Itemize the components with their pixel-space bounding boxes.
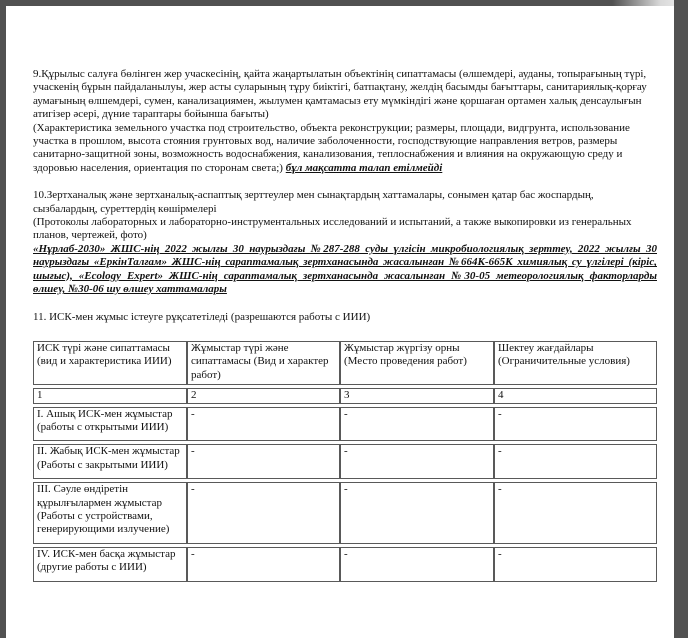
table-cell: - (494, 547, 657, 582)
table-cell: - (340, 407, 494, 442)
table-header-cell: Жұмыстар жүргізу орны (Место проведения работ) (340, 341, 494, 385)
table-cell: I. Ашық ИСК-мен жұмыстар (работы с открытыми ИИИ) (33, 407, 187, 442)
table-cell: - (187, 407, 340, 442)
paragraph-10-kazakh: 10.Зертханалық және зертханалық-аспаптық зерттеулер мен сынақтардың хаттамалары, сонымен қатар бас жоспардың, сызбалардың, суреттердің көшірмелері (33, 189, 594, 215)
table-header-cell: ИСК түрі және сипаттамасы (вид и характеристика ИИИ) (33, 341, 187, 385)
window-left-edge (0, 0, 6, 638)
document-page (33, 68, 657, 585)
table-row-open-sources (33, 407, 657, 442)
paragraph-10 (33, 189, 657, 296)
paragraph-10-protocols-note: «Нұрлаб-2030» ЖШС-нің 2022 жылғы 30 наурыздағы №287-288 суды үлгісін микробиологиялық зерттеу, 2022 жылғы 30 наурыздағы «ЕркінТалғам» ЖШС-нің сараптамалық зертханасында жасалынған №664К-665К химиялық су үлгілері (кіріс, шығыс), «Ecology Expert» ЖШС-нің сараптамалық зертханасында жасалынған №30-05 метеорологиялық факторларды өлшеу, №30-06 шу өлшеу хаттамалары (33, 242, 657, 296)
table-cell: - (494, 482, 657, 544)
table-cell: - (340, 482, 494, 544)
table-cell: II. Жабық ИСК-мен жұмыстар (Работы с закрытыми ИИИ) (33, 444, 187, 479)
table-cell: III. Сәуле өндіретін құрылғылармен жұмыстар (Работы с устройствами, генерирующими излучение) (33, 482, 187, 544)
radiation-work-permissions-table (33, 338, 657, 585)
scrollbar-track[interactable] (674, 0, 688, 638)
window-top-edge (0, 0, 688, 6)
table-header-cell: Жұмыстар түрі және сипаттамасы (Вид и характер работ) (187, 341, 340, 385)
paragraph-9-note: бұл мақсатта талап етілмейді (285, 161, 443, 174)
paragraph-9-kazakh: 9.Құрылыс салуға бөлінген жер учаскесінің, қайта жаңартылатын объектінің сипаттамасы (өлшемдері, ауданы, топырағының түрі, учаскенің бұрын пайдаланылуы, жер асты суларының тұру биіктігі, батпақтану, желдің басымды бағыттары, санитариялық-қорғау аумағының өлшемдері, сумен, канализациямен, жылумен қамтамасыз ету мүмкіндігі және қоршаған ортамен халық денсаулығын атигізер әсері, дүние тараптары бойынша бағыты) (33, 68, 647, 121)
table-cell: IV. ИСК-мен басқа жұмыстар (другие работы с ИИИ) (33, 547, 187, 582)
table-cell: 2 (187, 388, 340, 403)
table-header-cell: Шектеу жағдайлары (Ограничительные условия) (494, 341, 657, 385)
paragraph-10-russian: (Протоколы лабораторных и лабораторно-инструментальных исследований и испытаний, а также выкопировки из генеральных планов, чертежей, фото) (33, 216, 632, 242)
table-cell: - (340, 444, 494, 479)
table-cell: - (187, 444, 340, 479)
table-cell: - (340, 547, 494, 582)
table-header-row (33, 341, 657, 385)
table-number-row (33, 388, 657, 403)
table-cell: - (494, 444, 657, 479)
table-row-other-works (33, 547, 657, 582)
table-cell: 3 (340, 388, 494, 403)
table-cell: - (187, 547, 340, 582)
table-cell: - (494, 407, 657, 442)
table-row-radiation-devices (33, 482, 657, 544)
table-cell: - (187, 482, 340, 544)
table-row-sealed-sources (33, 444, 657, 479)
table-cell: 1 (33, 388, 187, 403)
paragraph-11-heading: 11. ИСК-мен жұмыс істеуге рұқсатетіледі (разрешаются работы с ИИИ) (33, 310, 371, 323)
paragraph-9-russian: (Характеристика земельного участка под строительство, объекта реконструкции; размеры, площади, видгрунта, использование участка в прошлом, высота стояния грунтовых вод, наличие заболоченности, господствующие направления ветров, размеры санитарно-защитной зоны, возможность водоснабжения, канализования, теплоснабжения и влияния на окружающую среду и здоровью населения, ориентация по сторонам света;) бұл мақсатта талап етілмейді (33, 121, 630, 174)
paragraph-9 (33, 68, 657, 175)
table-cell: 4 (494, 388, 657, 403)
